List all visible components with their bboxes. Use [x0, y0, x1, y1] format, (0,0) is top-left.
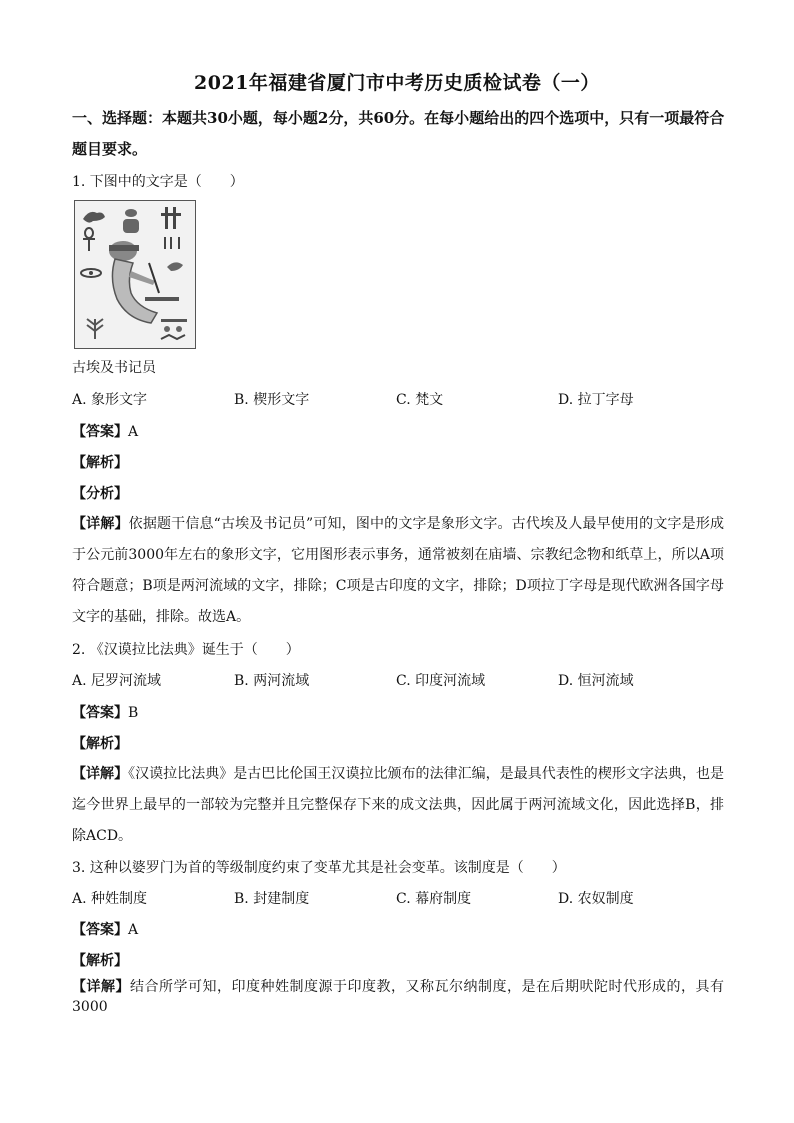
question-1-detail [72, 509, 724, 633]
egyptian-scribe-image [75, 201, 195, 348]
detail-tag: 【详解】 [72, 766, 129, 782]
answer-tag: 【答案】 [72, 424, 128, 440]
question-2-option-a: A. 尼罗河流域 [72, 673, 162, 689]
detail-text: 《汉谟拉比法典》是古巴比伦国王汉谟拉比颁布的法律汇编，是最具代表性的楔形文字法典，也是迄今世界上最早的一部较为完整并且完整保存下来的成文法典，因此属于两河流域文化，因此选择B，排除ACD。 [72, 766, 725, 844]
question-1-option-c: C. 梵文 [396, 392, 444, 408]
scribe-illustration [74, 200, 196, 349]
question-3-stem: 3. 这种以婆罗门为首的等级制度约束了变革尤其是社会变革。该制度是（ ） [72, 860, 566, 876]
question-2-answer [72, 703, 138, 723]
answer-tag: 【答案】 [72, 705, 128, 721]
question-3-option-d: D. 农奴制度 [558, 891, 634, 907]
question-3-analysis-tag: 【解析】 [72, 953, 128, 969]
question-1-option-d: D. 拉丁字母 [558, 392, 634, 408]
question-2-stem: 2. 《汉谟拉比法典》诞生于（ ） [72, 642, 300, 658]
detail-tag: 【详解】 [72, 516, 129, 532]
answer-tag: 【答案】 [72, 922, 128, 938]
question-3-option-b: B. 封建制度 [234, 891, 310, 907]
question-3-option-c: C. 幕府制度 [396, 891, 472, 907]
question-2-option-b: B. 两河流域 [234, 673, 310, 689]
section-heading: 一、选择题：本题共30小题，每小题2分，共60分。在每小题给出的四个选项中，只有一项最符合题目要求。 [72, 109, 725, 158]
question-3-detail [72, 977, 724, 1015]
question-3-answer [72, 920, 138, 940]
page-title: 2021年福建省厦门市中考历史质检试卷（一） [194, 72, 600, 94]
answer-value: A [128, 922, 139, 938]
question-1-answer [72, 422, 138, 442]
question-1-option-b: B. 楔形文字 [234, 392, 310, 408]
question-1-analysis-tag: 【解析】 [72, 455, 128, 471]
detail-text: 结合所学可知，印度种姓制度源于印度教，又称瓦尔纳制度，是在后期吠陀时代形成的，具有3000 [72, 979, 724, 1015]
question-2-analysis-tag: 【解析】 [72, 736, 128, 752]
detail-text: 依据题干信息“古埃及书记员”可知，图中的文字是象形文字。古代埃及人最早使用的文字是形成于公元前3000年左右的象形文字，它用图形表示事务，通常被刻在庙墙、宗教纪念物和纸草上，所以A项符合题意；B项是两河流域的文字，排除；C项是古印度的文字，排除；D项拉丁字母是现代欧洲各国字母文字的基础，排除。故选A。 [72, 516, 725, 625]
question-3-option-a: A. 种姓制度 [72, 891, 148, 907]
question-1-fenxi-tag: 【分析】 [72, 486, 128, 502]
question-2-option-d: D. 恒河流域 [558, 673, 634, 689]
question-1-option-a: A. 象形文字 [72, 392, 148, 408]
answer-value: A [128, 424, 139, 440]
question-1-stem: 1. 下图中的文字是（ ） [72, 174, 244, 190]
question-2-detail [72, 759, 724, 852]
figure-caption: 古埃及书记员 [72, 360, 156, 376]
detail-tag: 【详解】 [72, 979, 130, 995]
answer-value: B [128, 705, 139, 721]
question-2-option-c: C. 印度河流域 [396, 673, 486, 689]
